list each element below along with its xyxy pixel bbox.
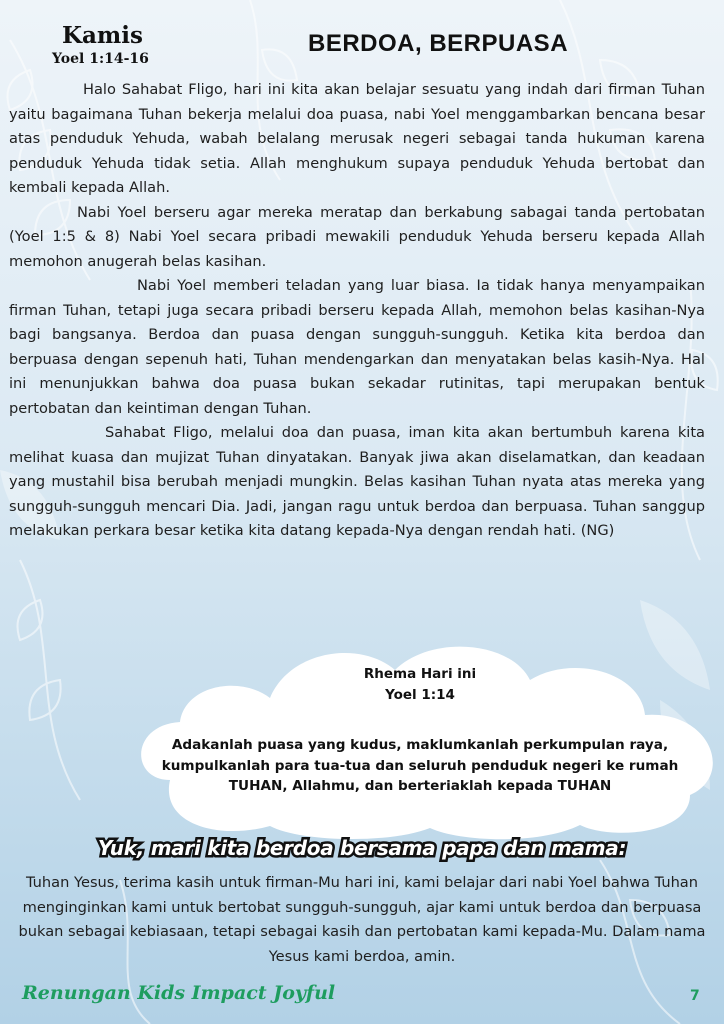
body-paragraph: Sahabat Fligo, melalui doa dan puasa, iman kita akan bertumbuh karena kita melihat kuasa dan mujizat Tuhan dinyatakan. Banyak jiwa akan diselamatkan, dan keadaan yang mustahil bisa berubah menjadi mungkin. Belas kasihan Tuhan nyata atas mereka yang sungguh-sungguh mencari Dia. Jadi, jangan ragu untuk berdoa dan berpuasa. Tuhan sanggup melakukan perkara besar ketika kita datang kepada-Nya dengan rendah hati. (NG): [9, 424, 705, 539]
rhema-heading: Rhema Hari ini: [363, 666, 477, 682]
day-label: Kamis: [62, 22, 143, 49]
body-paragraph: Halo Sahabat Fligo, hari ini kita akan belajar sesuatu yang indah dari firman Tuhan yaitu bagaimana Tuhan bekerja melalui doa puasa, nabi Yoel menggambarkan bencana besar atas penduduk Yehuda, wabah belalang merusak negeri sebagai tanda hukuman karena penduduk Yehuda tidak setia. Allah menghukum supaya penduduk Yehuda bertobat dan kembali kepada Allah.: [9, 81, 705, 196]
page-number: 7: [690, 988, 700, 1004]
rhema-verse: Adakanlah puasa yang kudus, maklumkanlah perkumpulan raya, kumpulkanlah para tua-tua dan seluruh penduduk negeri ke rumah TUHAN, Allahmu, dan berteriaklah kepada TUHAN: [161, 737, 679, 794]
prayer-text: Tuhan Yesus, terima kasih untuk firman-Mu hari ini, kami belajar dari nabi Yoel bahwa Tuhan menginginkan kami untuk bertobat sungguh-sungguh, ajar kami untuk berdoa dan berpuasa bukan sebagai kebiasaan, tetapi sebagai kasih dan pertobatan kami kepada-Mu. Dalam nama Yesus kami berdoa, amin.: [18, 874, 706, 965]
body-paragraph: Nabi Yoel berseru agar mereka meratap dan berkabung sabagai tanda pertobatan (Yoel 1:5 & 8) Nabi Yoel secara pribadi mewakili penduduk Yehuda berseru kepada Allah memohon anugerah belas kasihan.: [9, 203, 705, 270]
devotional-body: [9, 78, 705, 544]
page-title: BERDOA, BERPUASA: [308, 30, 569, 57]
scripture-reference: Yoel 1:14-16: [52, 51, 149, 67]
rhema-heading-block: [150, 664, 690, 706]
body-paragraph: Nabi Yoel memberi teladan yang luar biasa. Ia tidak hanya menyampaikan firman Tuhan, tetapi juga secara pribadi berseru kepada Allah, memohon belas kasihan-Nya bagi bangsanya. Berdoa dan puasa dengan sungguh-sungguh. Ketika kita berdoa dan berpuasa dengan sepenuh hati, Tuhan mendengarkan dan menyatakan belas kasih-Nya. Hal ini menunjukkan bahwa doa puasa bukan sekadar rutinitas, tapi merupakan bentuk pertobatan dan keintiman dengan Tuhan.: [9, 277, 705, 417]
rhema-reference: Yoel 1:14: [385, 687, 455, 703]
series-name: Renungan Kids Impact Joyful: [22, 982, 336, 1004]
prayer-heading: Yuk, mari kita berdoa bersama papa dan mama:: [97, 836, 627, 860]
